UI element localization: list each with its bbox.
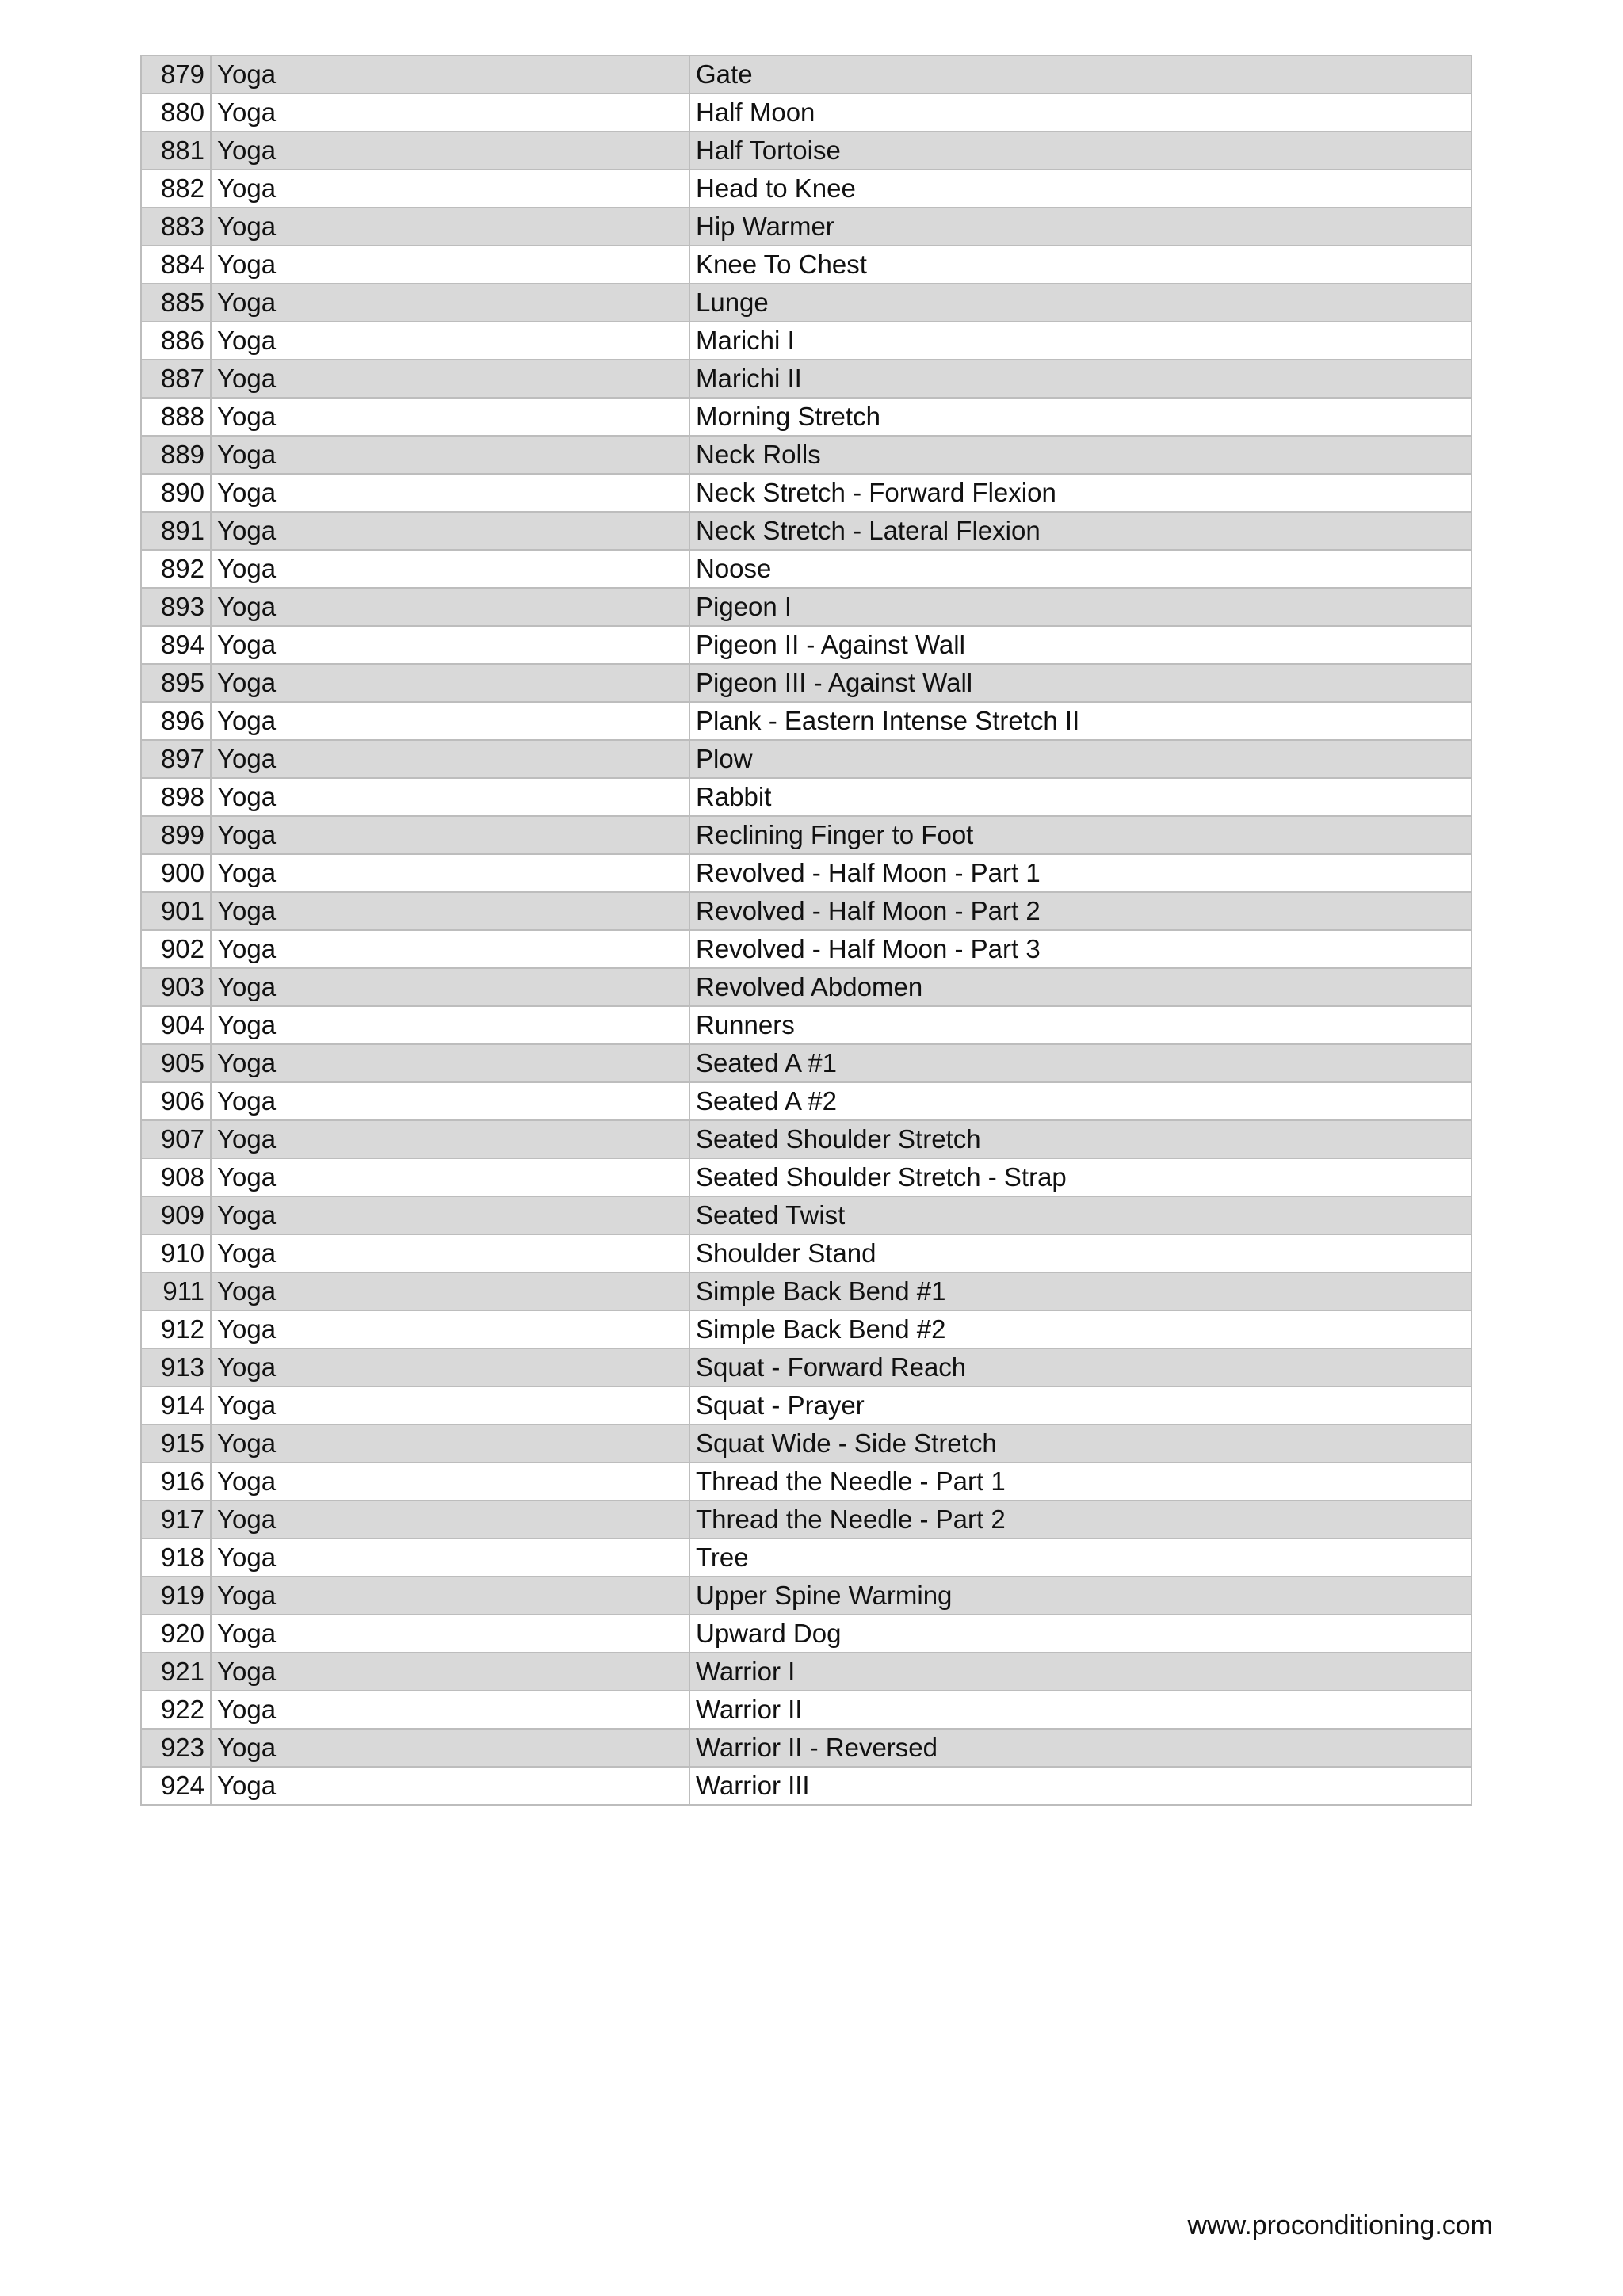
row-category: Yoga: [211, 1006, 689, 1044]
row-category: Yoga: [211, 702, 689, 740]
table-row: [141, 360, 1472, 398]
row-category: Yoga: [211, 93, 689, 132]
row-exercise-name: Hip Warmer: [689, 208, 1472, 246]
row-exercise-name: Revolved - Half Moon - Part 1: [689, 854, 1472, 892]
row-category: Yoga: [211, 740, 689, 778]
table-row: [141, 1120, 1472, 1158]
row-category: Yoga: [211, 930, 689, 968]
row-exercise-name: Reclining Finger to Foot: [689, 816, 1472, 854]
row-number: 922: [141, 1691, 211, 1729]
table-row: [141, 1691, 1472, 1729]
table-row: [141, 55, 1472, 93]
row-exercise-name: Thread the Needle - Part 1: [689, 1463, 1472, 1501]
table-row: [141, 740, 1472, 778]
table-row: [141, 1501, 1472, 1539]
row-category: Yoga: [211, 854, 689, 892]
row-number: 910: [141, 1234, 211, 1272]
row-category: Yoga: [211, 360, 689, 398]
row-exercise-name: Pigeon II - Against Wall: [689, 626, 1472, 664]
row-number: 904: [141, 1006, 211, 1044]
row-number: 905: [141, 1044, 211, 1082]
table-row: [141, 892, 1472, 930]
row-exercise-name: Seated Shoulder Stretch - Strap: [689, 1158, 1472, 1196]
row-number: 882: [141, 170, 211, 208]
row-number: 913: [141, 1348, 211, 1386]
row-number: 892: [141, 550, 211, 588]
row-category: Yoga: [211, 1425, 689, 1463]
table-row: [141, 284, 1472, 322]
row-category: Yoga: [211, 1539, 689, 1577]
row-exercise-name: Noose: [689, 550, 1472, 588]
table-row: [141, 550, 1472, 588]
row-exercise-name: Neck Rolls: [689, 436, 1472, 474]
row-category: Yoga: [211, 1501, 689, 1539]
row-category: Yoga: [211, 1386, 689, 1425]
row-exercise-name: Simple Back Bend #2: [689, 1310, 1472, 1348]
row-exercise-name: Marichi I: [689, 322, 1472, 360]
row-category: Yoga: [211, 436, 689, 474]
row-number: 890: [141, 474, 211, 512]
row-category: Yoga: [211, 550, 689, 588]
table-row: [141, 1196, 1472, 1234]
table-row: [141, 246, 1472, 284]
row-exercise-name: Squat - Prayer: [689, 1386, 1472, 1425]
row-exercise-name: Half Tortoise: [689, 132, 1472, 170]
row-category: Yoga: [211, 892, 689, 930]
row-exercise-name: Revolved Abdomen: [689, 968, 1472, 1006]
row-category: Yoga: [211, 1158, 689, 1196]
row-number: 888: [141, 398, 211, 436]
row-exercise-name: Lunge: [689, 284, 1472, 322]
row-category: Yoga: [211, 1310, 689, 1348]
table-row: [141, 1310, 1472, 1348]
row-number: 898: [141, 778, 211, 816]
row-category: Yoga: [211, 398, 689, 436]
row-number: 900: [141, 854, 211, 892]
table-row: [141, 1234, 1472, 1272]
table-row: [141, 1577, 1472, 1615]
table-row: [141, 436, 1472, 474]
table-row: [141, 512, 1472, 550]
row-number: 909: [141, 1196, 211, 1234]
row-number: 897: [141, 740, 211, 778]
row-category: Yoga: [211, 208, 689, 246]
row-category: Yoga: [211, 246, 689, 284]
table-row: [141, 398, 1472, 436]
row-number: 920: [141, 1615, 211, 1653]
table-row: [141, 664, 1472, 702]
row-number: 907: [141, 1120, 211, 1158]
row-number: 879: [141, 55, 211, 93]
row-number: 914: [141, 1386, 211, 1425]
row-number: 921: [141, 1653, 211, 1691]
table-row: [141, 1425, 1472, 1463]
row-category: Yoga: [211, 1463, 689, 1501]
row-exercise-name: Squat - Forward Reach: [689, 1348, 1472, 1386]
row-category: Yoga: [211, 1196, 689, 1234]
row-number: 901: [141, 892, 211, 930]
row-number: 918: [141, 1539, 211, 1577]
row-number: 899: [141, 816, 211, 854]
table-row: [141, 1767, 1472, 1805]
row-exercise-name: Warrior I: [689, 1653, 1472, 1691]
row-number: 883: [141, 208, 211, 246]
table-row: [141, 1158, 1472, 1196]
row-category: Yoga: [211, 55, 689, 93]
row-number: 903: [141, 968, 211, 1006]
row-exercise-name: Simple Back Bend #1: [689, 1272, 1472, 1310]
exercise-table: [140, 55, 1472, 1806]
row-exercise-name: Seated Twist: [689, 1196, 1472, 1234]
row-exercise-name: Morning Stretch: [689, 398, 1472, 436]
row-number: 884: [141, 246, 211, 284]
row-exercise-name: Neck Stretch - Lateral Flexion: [689, 512, 1472, 550]
row-number: 880: [141, 93, 211, 132]
row-exercise-name: Revolved - Half Moon - Part 3: [689, 930, 1472, 968]
table-row: [141, 474, 1472, 512]
row-exercise-name: Seated A #1: [689, 1044, 1472, 1082]
row-number: 924: [141, 1767, 211, 1805]
table-row: [141, 322, 1472, 360]
row-exercise-name: Knee To Chest: [689, 246, 1472, 284]
table-row: [141, 1539, 1472, 1577]
table-row: [141, 1463, 1472, 1501]
table-row: [141, 132, 1472, 170]
table-row: [141, 1082, 1472, 1120]
row-category: Yoga: [211, 1082, 689, 1120]
table-row: [141, 816, 1472, 854]
row-exercise-name: Seated A #2: [689, 1082, 1472, 1120]
table-row: [141, 208, 1472, 246]
row-category: Yoga: [211, 664, 689, 702]
footer-url: www.proconditioning.com: [1187, 2210, 1493, 2241]
table-row: [141, 1653, 1472, 1691]
row-exercise-name: Revolved - Half Moon - Part 2: [689, 892, 1472, 930]
row-category: Yoga: [211, 1044, 689, 1082]
table-row: [141, 1386, 1472, 1425]
row-category: Yoga: [211, 968, 689, 1006]
table-row: [141, 1044, 1472, 1082]
row-number: 886: [141, 322, 211, 360]
row-category: Yoga: [211, 1234, 689, 1272]
row-exercise-name: Head to Knee: [689, 170, 1472, 208]
row-number: 896: [141, 702, 211, 740]
row-category: Yoga: [211, 512, 689, 550]
row-category: Yoga: [211, 1767, 689, 1805]
row-category: Yoga: [211, 1272, 689, 1310]
row-exercise-name: Plow: [689, 740, 1472, 778]
row-exercise-name: Gate: [689, 55, 1472, 93]
row-category: Yoga: [211, 1691, 689, 1729]
table-row: [141, 778, 1472, 816]
table-row: [141, 170, 1472, 208]
table-row: [141, 968, 1472, 1006]
table-body: [141, 55, 1472, 1805]
row-exercise-name: Seated Shoulder Stretch: [689, 1120, 1472, 1158]
row-category: Yoga: [211, 1729, 689, 1767]
table-row: [141, 1348, 1472, 1386]
row-category: Yoga: [211, 1615, 689, 1653]
row-exercise-name: Upward Dog: [689, 1615, 1472, 1653]
row-number: 893: [141, 588, 211, 626]
row-category: Yoga: [211, 588, 689, 626]
row-number: 894: [141, 626, 211, 664]
row-category: Yoga: [211, 284, 689, 322]
row-category: Yoga: [211, 322, 689, 360]
row-category: Yoga: [211, 170, 689, 208]
row-number: 889: [141, 436, 211, 474]
row-number: 911: [141, 1272, 211, 1310]
row-exercise-name: Runners: [689, 1006, 1472, 1044]
row-number: 923: [141, 1729, 211, 1767]
row-number: 917: [141, 1501, 211, 1539]
row-number: 887: [141, 360, 211, 398]
row-exercise-name: Upper Spine Warming: [689, 1577, 1472, 1615]
row-exercise-name: Warrior III: [689, 1767, 1472, 1805]
table-row: [141, 702, 1472, 740]
row-number: 916: [141, 1463, 211, 1501]
row-category: Yoga: [211, 132, 689, 170]
row-exercise-name: Neck Stretch - Forward Flexion: [689, 474, 1472, 512]
row-category: Yoga: [211, 1577, 689, 1615]
row-exercise-name: Shoulder Stand: [689, 1234, 1472, 1272]
row-number: 885: [141, 284, 211, 322]
table-row: [141, 1006, 1472, 1044]
row-category: Yoga: [211, 778, 689, 816]
row-number: 891: [141, 512, 211, 550]
table-row: [141, 854, 1472, 892]
table-row: [141, 1615, 1472, 1653]
row-exercise-name: Squat Wide - Side Stretch: [689, 1425, 1472, 1463]
table-row: [141, 1272, 1472, 1310]
row-number: 906: [141, 1082, 211, 1120]
row-exercise-name: Plank - Eastern Intense Stretch II: [689, 702, 1472, 740]
table-row: [141, 1729, 1472, 1767]
row-exercise-name: Rabbit: [689, 778, 1472, 816]
row-exercise-name: Marichi II: [689, 360, 1472, 398]
row-exercise-name: Pigeon I: [689, 588, 1472, 626]
row-exercise-name: Warrior II: [689, 1691, 1472, 1729]
table-row: [141, 930, 1472, 968]
row-category: Yoga: [211, 474, 689, 512]
row-number: 895: [141, 664, 211, 702]
row-number: 919: [141, 1577, 211, 1615]
row-exercise-name: Warrior II - Reversed: [689, 1729, 1472, 1767]
row-exercise-name: Thread the Needle - Part 2: [689, 1501, 1472, 1539]
row-number: 908: [141, 1158, 211, 1196]
row-number: 912: [141, 1310, 211, 1348]
row-category: Yoga: [211, 816, 689, 854]
row-exercise-name: Pigeon III - Against Wall: [689, 664, 1472, 702]
row-category: Yoga: [211, 1348, 689, 1386]
table-row: [141, 93, 1472, 132]
row-category: Yoga: [211, 1653, 689, 1691]
row-number: 902: [141, 930, 211, 968]
row-category: Yoga: [211, 626, 689, 664]
row-exercise-name: Tree: [689, 1539, 1472, 1577]
row-number: 881: [141, 132, 211, 170]
table-row: [141, 588, 1472, 626]
row-exercise-name: Half Moon: [689, 93, 1472, 132]
row-category: Yoga: [211, 1120, 689, 1158]
row-number: 915: [141, 1425, 211, 1463]
table-row: [141, 626, 1472, 664]
